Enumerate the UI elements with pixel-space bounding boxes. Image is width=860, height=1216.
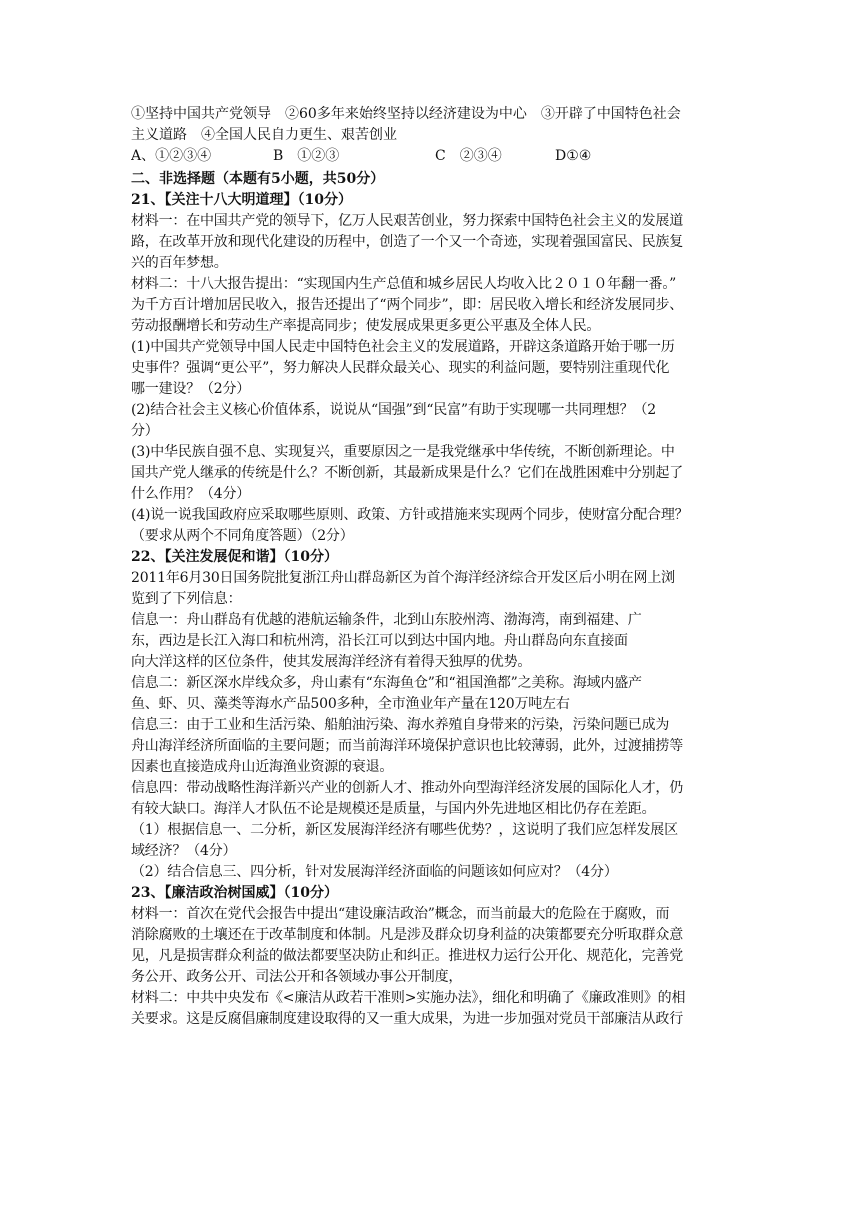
q20-options — [131, 146, 743, 167]
q22-line: 舟山海洋经济所面临的主要问题；而当前海洋环境保护意识也比较薄弱，此外，过渡捕捞等 — [131, 738, 683, 754]
q20-option-d: D①④ — [555, 148, 592, 164]
q21-line: 路，在改革开放和现代化建设的历程中，创造了一个又一个奇迹，实现着强国富民、民族复 — [131, 234, 683, 250]
q20-text-line-1: ①坚持中国共产党领导 ②60多年来始终坚持以经济建设为中心 ③开辟了中国特色社会 — [131, 106, 681, 122]
q21-body — [131, 211, 743, 547]
q23-line: 材料一：首次在党代会报告中提出“建设廉洁政治”概念，而当前最大的危险在于腐败，而 — [131, 906, 670, 922]
q22-line: 东，西边是长江入海口和杭州湾，沿长江可以到达中国内地。舟山群岛向东直接面 — [131, 633, 628, 649]
q22-line: 信息四：带动战略性海洋新兴产业的创新人才、推动外向型海洋经济发展的国际化人才，仍 — [131, 780, 683, 796]
q22-line: 有较大缺口。海洋人才队伍不论是规模还是质量，与国内外先进地区相比仍存在差距。 — [131, 801, 656, 817]
q23-line: 材料二：中共中央发布《<廉洁从政若干准则>实施办法》，细化和明确了《廉政准则》的相 — [131, 990, 686, 1006]
q20-option-a: A、①②③④ — [131, 148, 212, 164]
q21-line: 劳动报酬增长和劳动生产率提高同步；使发展成果更多更公平惠及全体人民。 — [131, 318, 601, 334]
q22-line: 因素也直接造成舟山近海渔业资源的衰退。 — [131, 759, 394, 775]
q21-line: 什么作用？（4分） — [131, 486, 251, 502]
q22-line: 览到了下列信息： — [131, 591, 242, 607]
q21-line: (2)结合社会主义核心价值体系，说说从“国强”到“民富”有助于实现哪一共同理想？（2 — [131, 402, 656, 418]
q23-title: 23、【廉洁政治树国威】（10分） — [131, 885, 338, 901]
q21-line: 为千方百计增加居民收入，报告还提出了“两个同步”，即：居民收入增长和经济发展同步、 — [131, 297, 684, 313]
q22-line: 域经济？（4分） — [131, 843, 237, 859]
q21-line: 分） — [131, 423, 159, 439]
section-2-heading: 二、非选择题（本题有5小题，共50分） — [131, 171, 385, 187]
q22-line: （2）结合信息三、四分析，针对发展海洋经济面临的问题该如何应对？（4分） — [131, 864, 618, 880]
q21-line: （要求从两个不同角度答题）（2分） — [131, 528, 354, 544]
q22-line: 2011年6月30日国务院批复浙江舟山群岛新区为首个海洋经济综合开发区后小明在网上浏 — [131, 570, 675, 586]
q22-title: 22、【关注发展促和谐】（10分） — [131, 549, 338, 565]
q21-line: 国共产党人继承的传统是什么？不断创新，其最新成果是什么？它们在战胜困难中分别起了 — [131, 465, 683, 481]
q20-option-c: C ②③④ — [435, 148, 502, 164]
q22-line: 鱼、虾、贝、藻类等海水产品500多种，全市渔业年产量在120万吨左右 — [131, 696, 570, 712]
q22-line: 向大洋这样的区位条件，使其发展海洋经济有着得天独厚的优势。 — [131, 654, 532, 670]
q23-line: 见，凡是损害群众利益的做法都要坚决防止和纠正。推进权力运行公开化、规范化，完善党 — [131, 948, 683, 964]
q23-line: 消除腐败的土壤还在于改革制度和体制。凡是涉及群众切身利益的决策都要充分听取群众意 — [131, 927, 683, 943]
q21-line: 材料二：十八大报告提出：“实现国内生产总值和城乡居民人均收入比２０１０年翻一番。” — [131, 276, 677, 292]
q21-line: 兴的百年梦想。 — [131, 255, 228, 271]
q21-title: 21、【关注十八大明道理】（10分） — [131, 192, 352, 208]
q23-line: 关要求。这是反腐倡廉制度建设取得的又一重大成果，为进一步加强对党员干部廉洁从政行 — [131, 1011, 683, 1027]
q22-line: 信息二：新区深水岸线众多，舟山素有“东海鱼仓”和“祖国渔都”之美称。海域内盛产 — [131, 675, 642, 691]
q21-line: (1)中国共产党领导中国人民走中国特色社会主义的发展道路，开辟这条道路开始于哪一历 — [131, 339, 675, 355]
q23-line: 务公开、政务公开、司法公开和各领域办事公开制度， — [131, 969, 463, 985]
q22-line: 信息三：由于工业和生活污染、船舶油污染、海水养殖自身带来的污染，污染问题已成为 — [131, 717, 670, 733]
q21-line: 哪一建设？（2分） — [131, 381, 251, 397]
q23-body — [131, 904, 743, 1030]
exam-page — [131, 104, 743, 1030]
q21-line: (3)中华民族自强不息、实现复兴，重要原因之一是我党继承中华传统，不断创新理论。中 — [131, 444, 675, 460]
q21-line: 史事件？强调“更公平”，努力解决人民群众最关心、现实的利益问题，要特别注重现代化 — [131, 360, 670, 376]
q21-line: (4)说一说我国政府应采取哪些原则、政策、方针或措施来实现两个同步，使财富分配合理？ — [131, 507, 689, 523]
q20-option-b: B ①②③ — [273, 148, 340, 164]
q22-line: （1）根据信息一、二分析，新区发展海洋经济有哪些优势？，这说明了我们应怎样发展区 — [131, 822, 678, 838]
q20-text-line-2: 主义道路 ④全国人民自力更生、艰苦创业 — [131, 127, 397, 143]
q22-body — [131, 568, 743, 883]
q22-line: 信息一：舟山群岛有优越的港航运输条件，北到山东胶州湾、渤海湾，南到福建、广 — [131, 612, 642, 628]
q21-line: 材料一：在中国共产党的领导下，亿万人民艰苦创业，努力探索中国特色社会主义的发展道 — [131, 213, 683, 229]
